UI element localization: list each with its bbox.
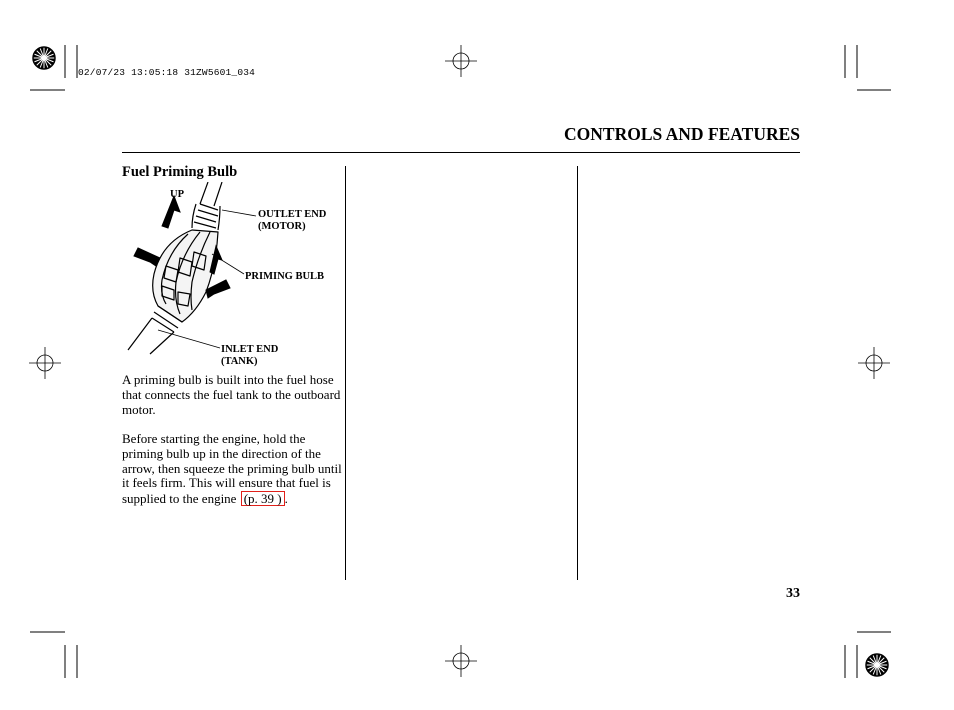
paragraph-2-end: . bbox=[284, 491, 288, 507]
label-outlet-line2: (MOTOR) bbox=[258, 221, 306, 232]
print-timestamp: 02/07/23 13:05:18 31ZW5601_034 bbox=[78, 67, 256, 78]
paragraph-2-text: Before starting the engine, hold the priming bulb up in the direction of the arrow, then squeeze the priming bulb until it feels firm. This will ensure that fuel is supplied to the engine bbox=[122, 431, 342, 507]
outlet-hose bbox=[200, 182, 222, 206]
column-divider bbox=[577, 166, 578, 580]
label-outlet-end bbox=[258, 209, 326, 233]
page-reference-link[interactable]: (p. 39 ) bbox=[241, 491, 285, 506]
registration-target-icon bbox=[866, 654, 888, 676]
inlet-hose bbox=[128, 318, 174, 354]
label-priming-bulb: PRIMING BULB bbox=[245, 271, 325, 282]
header-rule bbox=[122, 152, 800, 153]
paragraph-2 bbox=[122, 432, 344, 507]
squeeze-arrow-left-icon bbox=[134, 248, 160, 266]
label-inlet-end bbox=[221, 344, 278, 368]
section-title: CONTROLS AND FEATURES bbox=[564, 124, 800, 144]
label-up: UP bbox=[170, 189, 184, 200]
column-divider bbox=[345, 166, 346, 580]
registration-target-icon bbox=[33, 47, 55, 69]
label-inlet-line1: INLET END bbox=[221, 344, 279, 355]
subheading: Fuel Priming Bulb bbox=[122, 164, 238, 180]
paragraph-1: A priming bulb is built into the fuel hose that connects the fuel tank to the outboard motor. bbox=[122, 372, 341, 417]
page-number: 33 bbox=[786, 586, 800, 601]
label-outlet-line1: OUTLET END bbox=[258, 209, 327, 220]
label-inlet-line2: (TANK) bbox=[221, 356, 258, 367]
